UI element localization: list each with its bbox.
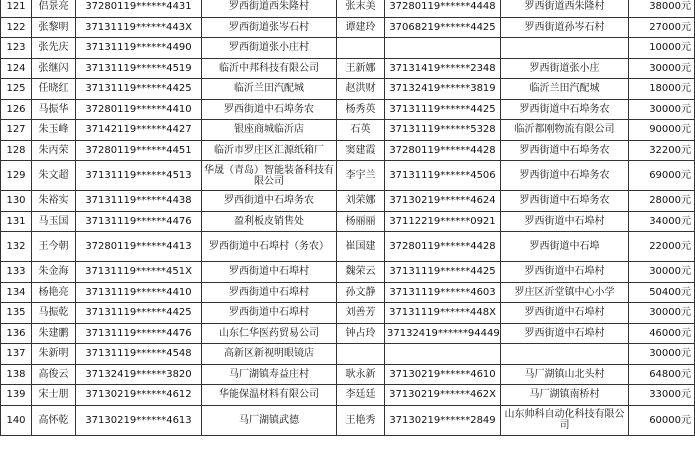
table-row bbox=[1, 385, 695, 406]
relative-id-cell: 37130219******4610 bbox=[385, 364, 501, 385]
amount-cell: 64800元 bbox=[629, 364, 695, 385]
table-row bbox=[1, 99, 695, 120]
table-row bbox=[1, 120, 695, 141]
employer-cell: 罗西街道张岑石村 bbox=[202, 17, 337, 38]
amount-cell: 30000元 bbox=[629, 262, 695, 283]
table-row bbox=[1, 0, 695, 17]
name-cell: 任晓红 bbox=[32, 79, 76, 100]
id-number-cell: 37280119******4451 bbox=[76, 140, 202, 161]
amount-cell: 18000元 bbox=[629, 79, 695, 100]
relative-id-cell: 37280119******4428 bbox=[385, 140, 501, 161]
id-number-cell: 37132419******3820 bbox=[76, 364, 202, 385]
relative-id-cell: 37112219******0921 bbox=[385, 211, 501, 232]
name-cell: 高怀乾 bbox=[32, 405, 76, 435]
relative-employer-cell: 罗西街道中石埠务农 bbox=[501, 161, 629, 191]
employer-cell: 山东仁华医药贸易公司 bbox=[202, 323, 337, 344]
relative-id-cell: 37131119******4506 bbox=[385, 161, 501, 191]
employer-cell: 马厂湖镇寿益庄村 bbox=[202, 364, 337, 385]
table-row bbox=[1, 344, 695, 365]
amount-cell: 34000元 bbox=[629, 211, 695, 232]
name-cell: 马振华 bbox=[32, 99, 76, 120]
row-number-cell: 122 bbox=[1, 17, 32, 38]
employer-cell: 盈利板皮销售处 bbox=[202, 211, 337, 232]
name-cell: 朱裕实 bbox=[32, 191, 76, 212]
amount-cell: 60000元 bbox=[629, 405, 695, 435]
relative-name-cell: 张末美 bbox=[337, 0, 385, 17]
relative-employer-cell: 罗西街道中石埠村 bbox=[501, 303, 629, 324]
row-number-cell: 139 bbox=[1, 385, 32, 406]
id-number-cell: 37131119******4476 bbox=[76, 211, 202, 232]
table-row bbox=[1, 303, 695, 324]
id-number-cell: 37131119******4513 bbox=[76, 161, 202, 191]
relative-id-cell bbox=[385, 38, 501, 59]
id-number-cell: 37142119******4427 bbox=[76, 120, 202, 141]
relative-employer-cell: 临沂都刚物流有限公司 bbox=[501, 120, 629, 141]
employer-cell: 罗西街道张小庄村 bbox=[202, 38, 337, 59]
relative-employer-cell: 罗庄区沂堂镇中心小学 bbox=[501, 282, 629, 303]
id-number-cell: 37131119******4490 bbox=[76, 38, 202, 59]
amount-cell: 69000元 bbox=[629, 161, 695, 191]
row-number-cell: 135 bbox=[1, 303, 32, 324]
row-number-cell: 121 bbox=[1, 0, 32, 17]
table-row bbox=[1, 364, 695, 385]
id-number-cell: 37131119******4425 bbox=[76, 303, 202, 324]
employer-cell: 临沂中邦科技有限公司 bbox=[202, 58, 337, 79]
amount-cell: 30000元 bbox=[629, 344, 695, 365]
row-number-cell: 132 bbox=[1, 232, 32, 262]
name-cell: 王今朝 bbox=[32, 232, 76, 262]
relative-employer-cell: 罗西街道张小庄 bbox=[501, 58, 629, 79]
relative-name-cell: 刘荣娜 bbox=[337, 191, 385, 212]
relative-name-cell: 窦建霞 bbox=[337, 140, 385, 161]
amount-cell: 33000元 bbox=[629, 385, 695, 406]
relative-name-cell bbox=[337, 344, 385, 365]
relative-employer-cell: 罗西街道孙岑石村 bbox=[501, 17, 629, 38]
name-cell: 马振乾 bbox=[32, 303, 76, 324]
employer-cell: 罗西街道中石埠村（务农） bbox=[202, 232, 337, 262]
amount-cell: 46000元 bbox=[629, 323, 695, 344]
relative-name-cell: 李廷廷 bbox=[337, 385, 385, 406]
relative-name-cell: 孙文静 bbox=[337, 282, 385, 303]
relative-name-cell: 崔国建 bbox=[337, 232, 385, 262]
id-number-cell: 37280119******4410 bbox=[76, 99, 202, 120]
id-number-cell: 37131119******451X bbox=[76, 262, 202, 283]
relative-name-cell: 钟占玲 bbox=[337, 323, 385, 344]
name-cell: 朱文超 bbox=[32, 161, 76, 191]
id-number-cell: 37131119******4548 bbox=[76, 344, 202, 365]
relative-id-cell: 37068219******4425 bbox=[385, 17, 501, 38]
employer-cell: 罗西街道西朱隆村 bbox=[202, 0, 337, 17]
amount-cell: 38000元 bbox=[629, 0, 695, 17]
relative-id-cell bbox=[385, 344, 501, 365]
id-number-cell: 37131119******4438 bbox=[76, 191, 202, 212]
row-number-cell: 126 bbox=[1, 99, 32, 120]
relative-name-cell: 谭建玲 bbox=[337, 17, 385, 38]
name-cell: 侣景亮 bbox=[32, 0, 76, 17]
employer-cell: 华能保温材料有限公司 bbox=[202, 385, 337, 406]
relative-id-cell: 37131419******2348 bbox=[385, 58, 501, 79]
name-cell: 朱新明 bbox=[32, 344, 76, 365]
relative-name-cell: 杨丽丽 bbox=[337, 211, 385, 232]
amount-cell: 30000元 bbox=[629, 58, 695, 79]
row-number-cell: 123 bbox=[1, 38, 32, 59]
relative-id-cell: 37280119******4428 bbox=[385, 232, 501, 262]
id-number-cell: 37131119******4519 bbox=[76, 58, 202, 79]
table-row bbox=[1, 323, 695, 344]
table-row bbox=[1, 161, 695, 191]
relative-employer-cell: 马厂湖镇山北头村 bbox=[501, 364, 629, 385]
amount-cell: 27000元 bbox=[629, 17, 695, 38]
name-cell: 朱金海 bbox=[32, 262, 76, 283]
row-number-cell: 129 bbox=[1, 161, 32, 191]
row-number-cell: 133 bbox=[1, 262, 32, 283]
employer-cell: 临沂市罗庄区汇源纸箱厂 bbox=[202, 140, 337, 161]
id-number-cell: 37130219******4613 bbox=[76, 405, 202, 435]
id-number-cell: 37280119******4413 bbox=[76, 232, 202, 262]
row-number-cell: 124 bbox=[1, 58, 32, 79]
table-row bbox=[1, 17, 695, 38]
relative-employer-cell: 罗西街道中石埠村 bbox=[501, 323, 629, 344]
relative-id-cell: 37131119******5328 bbox=[385, 120, 501, 141]
relative-id-cell: 37131119******4603 bbox=[385, 282, 501, 303]
relative-id-cell: 37130219******4624 bbox=[385, 191, 501, 212]
relative-id-cell: 37132419******94449 bbox=[385, 323, 501, 344]
employer-cell: 华晟（青岛）智能装备科技有限公司 bbox=[202, 161, 337, 191]
table-row bbox=[1, 282, 695, 303]
employer-cell: 马厂湖镇武德 bbox=[202, 405, 337, 435]
relative-employer-cell: 临沂兰田汽配城 bbox=[501, 79, 629, 100]
amount-cell: 30000元 bbox=[629, 99, 695, 120]
relative-name-cell: 王艳秀 bbox=[337, 405, 385, 435]
row-number-cell: 128 bbox=[1, 140, 32, 161]
employer-cell: 银座商城临沂店 bbox=[202, 120, 337, 141]
row-number-cell: 137 bbox=[1, 344, 32, 365]
name-cell: 朱丙荣 bbox=[32, 140, 76, 161]
id-number-cell: 37131119******4410 bbox=[76, 282, 202, 303]
name-cell: 朱建鹏 bbox=[32, 323, 76, 344]
employer-cell: 罗西街道中石埠村 bbox=[202, 303, 337, 324]
row-number-cell: 134 bbox=[1, 282, 32, 303]
relative-employer-cell: 罗西街道中石埠务农 bbox=[501, 140, 629, 161]
amount-cell: 30000元 bbox=[629, 303, 695, 324]
table-row bbox=[1, 232, 695, 262]
name-cell: 张继闪 bbox=[32, 58, 76, 79]
amount-cell: 22000元 bbox=[629, 232, 695, 262]
id-number-cell: 37280119******4431 bbox=[76, 0, 202, 17]
relative-name-cell: 魏荣云 bbox=[337, 262, 385, 283]
row-number-cell: 125 bbox=[1, 79, 32, 100]
relative-employer-cell: 罗西街道中石埠务农 bbox=[501, 191, 629, 212]
name-cell: 张黎明 bbox=[32, 17, 76, 38]
relative-name-cell: 杨秀英 bbox=[337, 99, 385, 120]
row-number-cell: 138 bbox=[1, 364, 32, 385]
relative-employer-cell: 罗西街道中石埠 bbox=[501, 232, 629, 262]
relative-name-cell: 石英 bbox=[337, 120, 385, 141]
relative-employer-cell: 罗西街道中石埠务农 bbox=[501, 99, 629, 120]
employer-cell: 高新区新视明眼镜店 bbox=[202, 344, 337, 365]
relative-employer-cell bbox=[501, 38, 629, 59]
relative-name-cell bbox=[337, 38, 385, 59]
table-row bbox=[1, 191, 695, 212]
relative-employer-cell: 罗西街道中石埠村 bbox=[501, 211, 629, 232]
relative-name-cell: 耿永新 bbox=[337, 364, 385, 385]
table-row bbox=[1, 140, 695, 161]
relative-employer-cell: 罗西街道中石埠村 bbox=[501, 262, 629, 283]
id-number-cell: 37131119******443X bbox=[76, 17, 202, 38]
id-number-cell: 37130219******4612 bbox=[76, 385, 202, 406]
relative-name-cell: 李宇兰 bbox=[337, 161, 385, 191]
id-number-cell: 37131119******4425 bbox=[76, 79, 202, 100]
table-row bbox=[1, 262, 695, 283]
table-body bbox=[1, 0, 695, 435]
table-row bbox=[1, 405, 695, 435]
row-number-cell: 127 bbox=[1, 120, 32, 141]
relative-id-cell: 37280119******4448 bbox=[385, 0, 501, 17]
employer-cell: 罗西街道中石埠村 bbox=[202, 262, 337, 283]
name-cell: 杨艳亮 bbox=[32, 282, 76, 303]
relative-id-cell: 37131119******4425 bbox=[385, 262, 501, 283]
relative-name-cell: 王新娜 bbox=[337, 58, 385, 79]
relative-id-cell: 37130219******462X bbox=[385, 385, 501, 406]
relative-employer-cell bbox=[501, 344, 629, 365]
employer-cell: 罗西街道中石埠务农 bbox=[202, 99, 337, 120]
amount-cell: 90000元 bbox=[629, 120, 695, 141]
relative-employer-cell: 山东帅科自动化科技有限公司 bbox=[501, 405, 629, 435]
name-cell: 朱玉峰 bbox=[32, 120, 76, 141]
relative-employer-cell: 罗西街道西朱隆村 bbox=[501, 0, 629, 17]
relative-id-cell: 37132419******3819 bbox=[385, 79, 501, 100]
table-row bbox=[1, 58, 695, 79]
amount-cell: 50400元 bbox=[629, 282, 695, 303]
table-row bbox=[1, 79, 695, 100]
table-row bbox=[1, 38, 695, 59]
row-number-cell: 140 bbox=[1, 405, 32, 435]
row-number-cell: 136 bbox=[1, 323, 32, 344]
row-number-cell: 131 bbox=[1, 211, 32, 232]
row-number-cell: 130 bbox=[1, 191, 32, 212]
relative-employer-cell: 马厂湖镇南桥村 bbox=[501, 385, 629, 406]
name-cell: 宋士朋 bbox=[32, 385, 76, 406]
name-cell: 马玉国 bbox=[32, 211, 76, 232]
relative-name-cell: 刘善芳 bbox=[337, 303, 385, 324]
employer-cell: 临沂兰田汽配城 bbox=[202, 79, 337, 100]
relative-name-cell: 赵洪财 bbox=[337, 79, 385, 100]
relative-id-cell: 37131119******448X bbox=[385, 303, 501, 324]
id-number-cell: 37131119******4476 bbox=[76, 323, 202, 344]
employer-cell: 罗西街道中石埠村 bbox=[202, 282, 337, 303]
name-cell: 张先庆 bbox=[32, 38, 76, 59]
name-cell: 高俊云 bbox=[32, 364, 76, 385]
amount-cell: 32200元 bbox=[629, 140, 695, 161]
relative-id-cell: 37130219******2849 bbox=[385, 405, 501, 435]
amount-cell: 10000元 bbox=[629, 38, 695, 59]
amount-cell: 28000元 bbox=[629, 191, 695, 212]
relative-id-cell: 37131119******4425 bbox=[385, 99, 501, 120]
table-row bbox=[1, 211, 695, 232]
employer-cell: 罗西街道中石埠务农 bbox=[202, 191, 337, 212]
